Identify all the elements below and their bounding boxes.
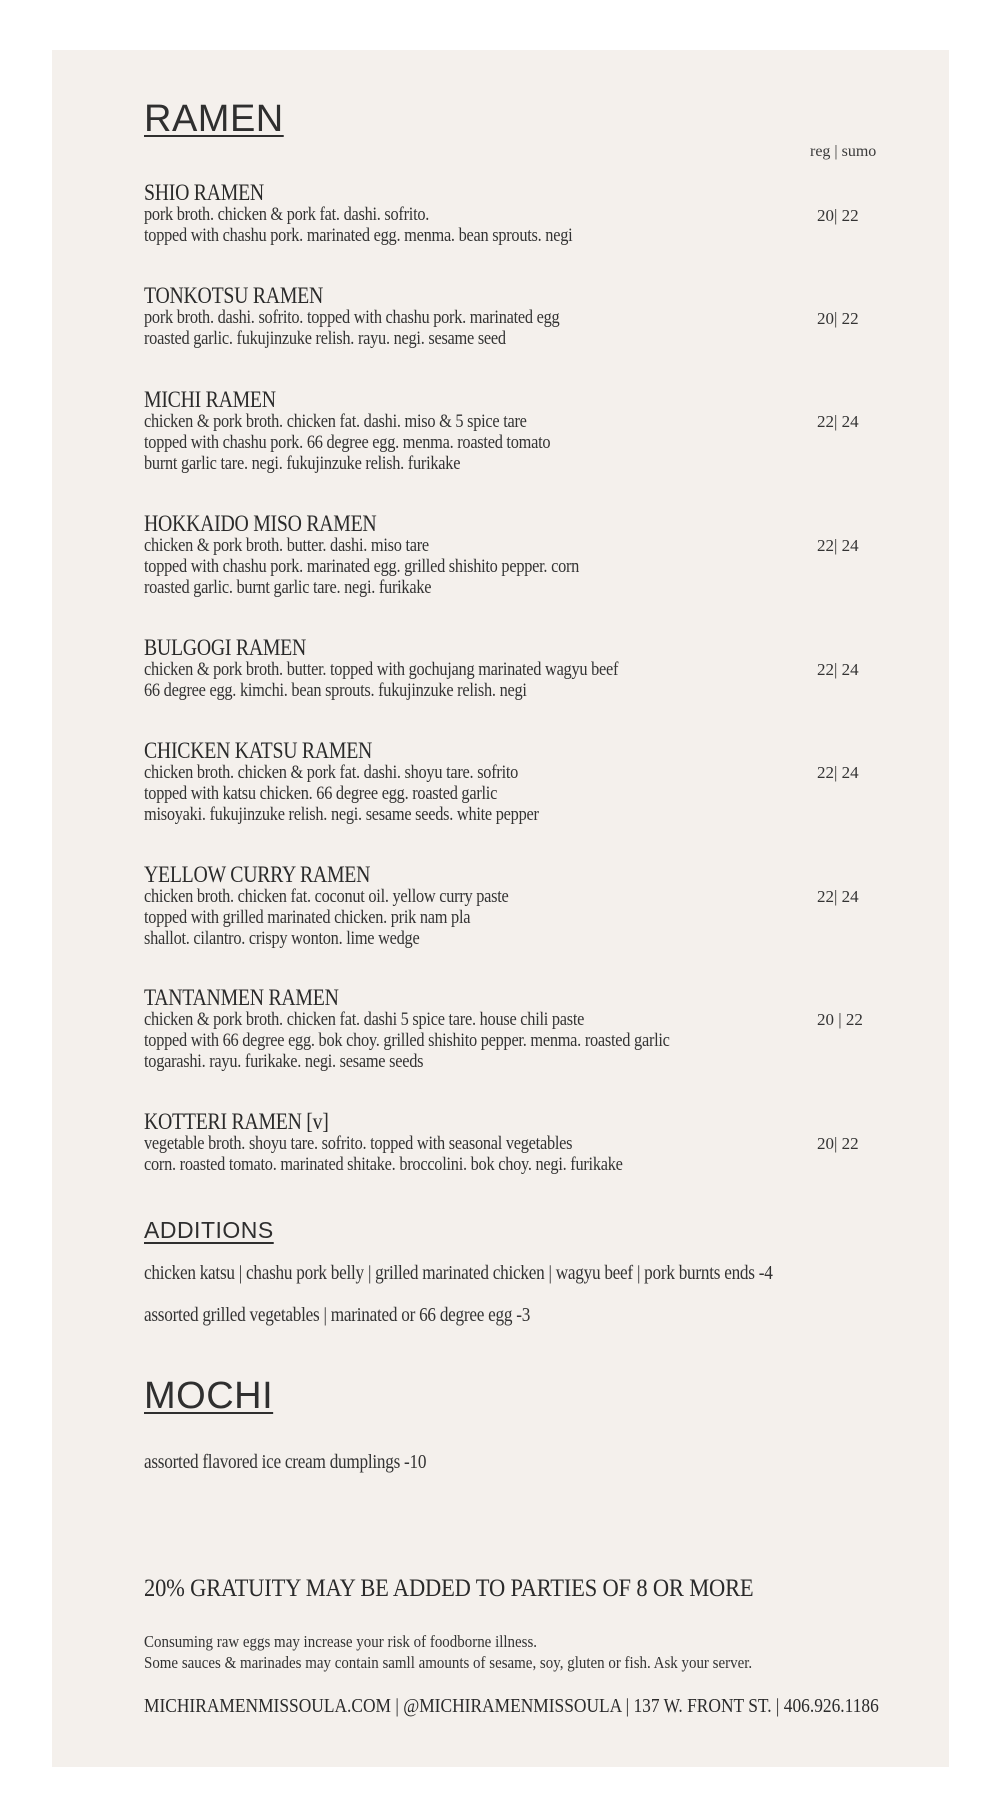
item-price: 20 | 22 bbox=[817, 1010, 863, 1029]
item-desc-line: vegetable broth. shoyu tare. sofrito. topped with seasonal vegetables bbox=[144, 1133, 573, 1154]
item-name: MICHI RAMEN bbox=[144, 387, 276, 412]
menu-item bbox=[144, 740, 784, 825]
item-desc-line: 66 degree egg. kimchi. bean sprouts. fukujinzuke relish. negi bbox=[144, 680, 527, 701]
item-desc-line: topped with 66 degree egg. bok choy. grilled shishito pepper. menma. roasted garlic bbox=[144, 1030, 670, 1051]
item-desc-line: roasted garlic. burnt garlic tare. negi. furikake bbox=[144, 577, 432, 598]
ramen-section-title: RAMEN bbox=[144, 98, 284, 140]
item-desc-line: topped with katsu chicken. 66 degree egg. roasted garlic bbox=[144, 783, 498, 804]
item-desc-line: chicken & pork broth. butter. topped with gochujang marinated wagyu beef bbox=[144, 659, 619, 680]
item-name: SHIO RAMEN bbox=[144, 180, 264, 205]
item-desc-line: topped with chashu pork. marinated egg. menma. bean sprouts. negi bbox=[144, 225, 573, 246]
addition-line: chicken katsu | chashu pork belly | grilled marinated chicken | wagyu beef | pork burnts ends -4 bbox=[144, 1262, 773, 1284]
item-price: 20| 22 bbox=[817, 1134, 859, 1153]
item-desc-line: chicken broth. chicken fat. coconut oil. yellow curry paste bbox=[144, 886, 509, 907]
item-desc-line: chicken & pork broth. chicken fat. dashi. miso & 5 spice tare bbox=[144, 411, 527, 432]
price-size-header: reg | sumo bbox=[810, 143, 877, 160]
item-price: 22| 24 bbox=[817, 412, 859, 431]
item-desc-line: burnt garlic tare. negi. fukujinzuke relish. furikake bbox=[144, 453, 461, 474]
item-name: TONKOTSU RAMEN bbox=[144, 283, 324, 308]
menu-item bbox=[144, 389, 784, 474]
item-desc-line: pork broth. dashi. sofrito. topped with chashu pork. marinated egg bbox=[144, 307, 560, 328]
item-name: YELLOW CURRY RAMEN bbox=[144, 862, 371, 887]
item-name: HOKKAIDO MISO RAMEN bbox=[144, 511, 377, 536]
item-name: BULGOGI RAMEN bbox=[144, 635, 307, 660]
item-price: 20| 22 bbox=[817, 309, 859, 328]
menu-item bbox=[144, 864, 784, 949]
item-price: 22| 24 bbox=[817, 660, 859, 679]
contact-footer: MICHIRAMENMISSOULA.COM | @MICHIRAMENMISSOULA | 137 W. FRONT ST. | 406.926.1186 bbox=[144, 1695, 879, 1717]
addition-line: assorted grilled vegetables | marinated or 66 degree egg -3 bbox=[144, 1304, 531, 1326]
item-desc-line: topped with chashu pork. marinated egg. grilled shishito pepper. corn bbox=[144, 556, 580, 577]
item-desc-line: togarashi. rayu. furikake. negi. sesame seeds bbox=[144, 1051, 424, 1072]
disclaimer-line: Consuming raw eggs may increase your risk of foodborne illness. bbox=[144, 1632, 538, 1651]
item-name: KOTTERI RAMEN [v] bbox=[144, 1109, 329, 1134]
item-price: 22| 24 bbox=[817, 536, 859, 555]
item-desc-line: shallot. cilantro. crispy wonton. lime wedge bbox=[144, 928, 420, 949]
item-desc-line: chicken broth. chicken & pork fat. dashi. shoyu tare. sofrito bbox=[144, 762, 519, 783]
menu-item bbox=[144, 513, 784, 598]
disclaimer-line: Some sauces & marinades may contain samll amounts of sesame, soy, gluten or fish. Ask your server. bbox=[144, 1653, 753, 1672]
mochi-item: assorted flavored ice cream dumplings -10 bbox=[144, 1451, 427, 1473]
item-name: TANTANMEN RAMEN bbox=[144, 985, 339, 1010]
menu-item bbox=[144, 987, 784, 1072]
menu-item bbox=[144, 182, 784, 246]
allergy-disclaimer bbox=[144, 1631, 752, 1673]
item-name: CHICKEN KATSU RAMEN bbox=[144, 738, 373, 763]
item-desc-line: chicken & pork broth. chicken fat. dashi 5 spice tare. house chili paste bbox=[144, 1009, 585, 1030]
item-price: 22| 24 bbox=[817, 763, 859, 782]
menu-item bbox=[144, 285, 784, 349]
item-price: 20| 22 bbox=[817, 206, 859, 225]
item-desc-line: topped with grilled marinated chicken. prik nam pla bbox=[144, 907, 471, 928]
menu-item bbox=[144, 1111, 784, 1175]
menu-item bbox=[144, 637, 784, 701]
item-desc-line: topped with chashu pork. 66 degree egg. menma. roasted tomato bbox=[144, 432, 551, 453]
mochi-section-title: MOCHI bbox=[144, 1375, 274, 1417]
additions-section-title: ADDITIONS bbox=[144, 1217, 274, 1243]
item-desc-line: corn. roasted tomato. marinated shitake. broccolini. bok choy. negi. furikake bbox=[144, 1154, 623, 1175]
item-desc-line: pork broth. chicken & pork fat. dashi. sofrito. bbox=[144, 204, 430, 225]
gratuity-notice: 20% GRATUITY MAY BE ADDED TO PARTIES OF 8 OR MORE bbox=[144, 1575, 754, 1602]
item-price: 22| 24 bbox=[817, 887, 859, 906]
item-desc-line: chicken & pork broth. butter. dashi. miso tare bbox=[144, 535, 429, 556]
item-desc-line: roasted garlic. fukujinzuke relish. rayu. negi. sesame seed bbox=[144, 328, 506, 349]
item-desc-line: misoyaki. fukujinzuke relish. negi. sesame seeds. white pepper bbox=[144, 804, 539, 825]
